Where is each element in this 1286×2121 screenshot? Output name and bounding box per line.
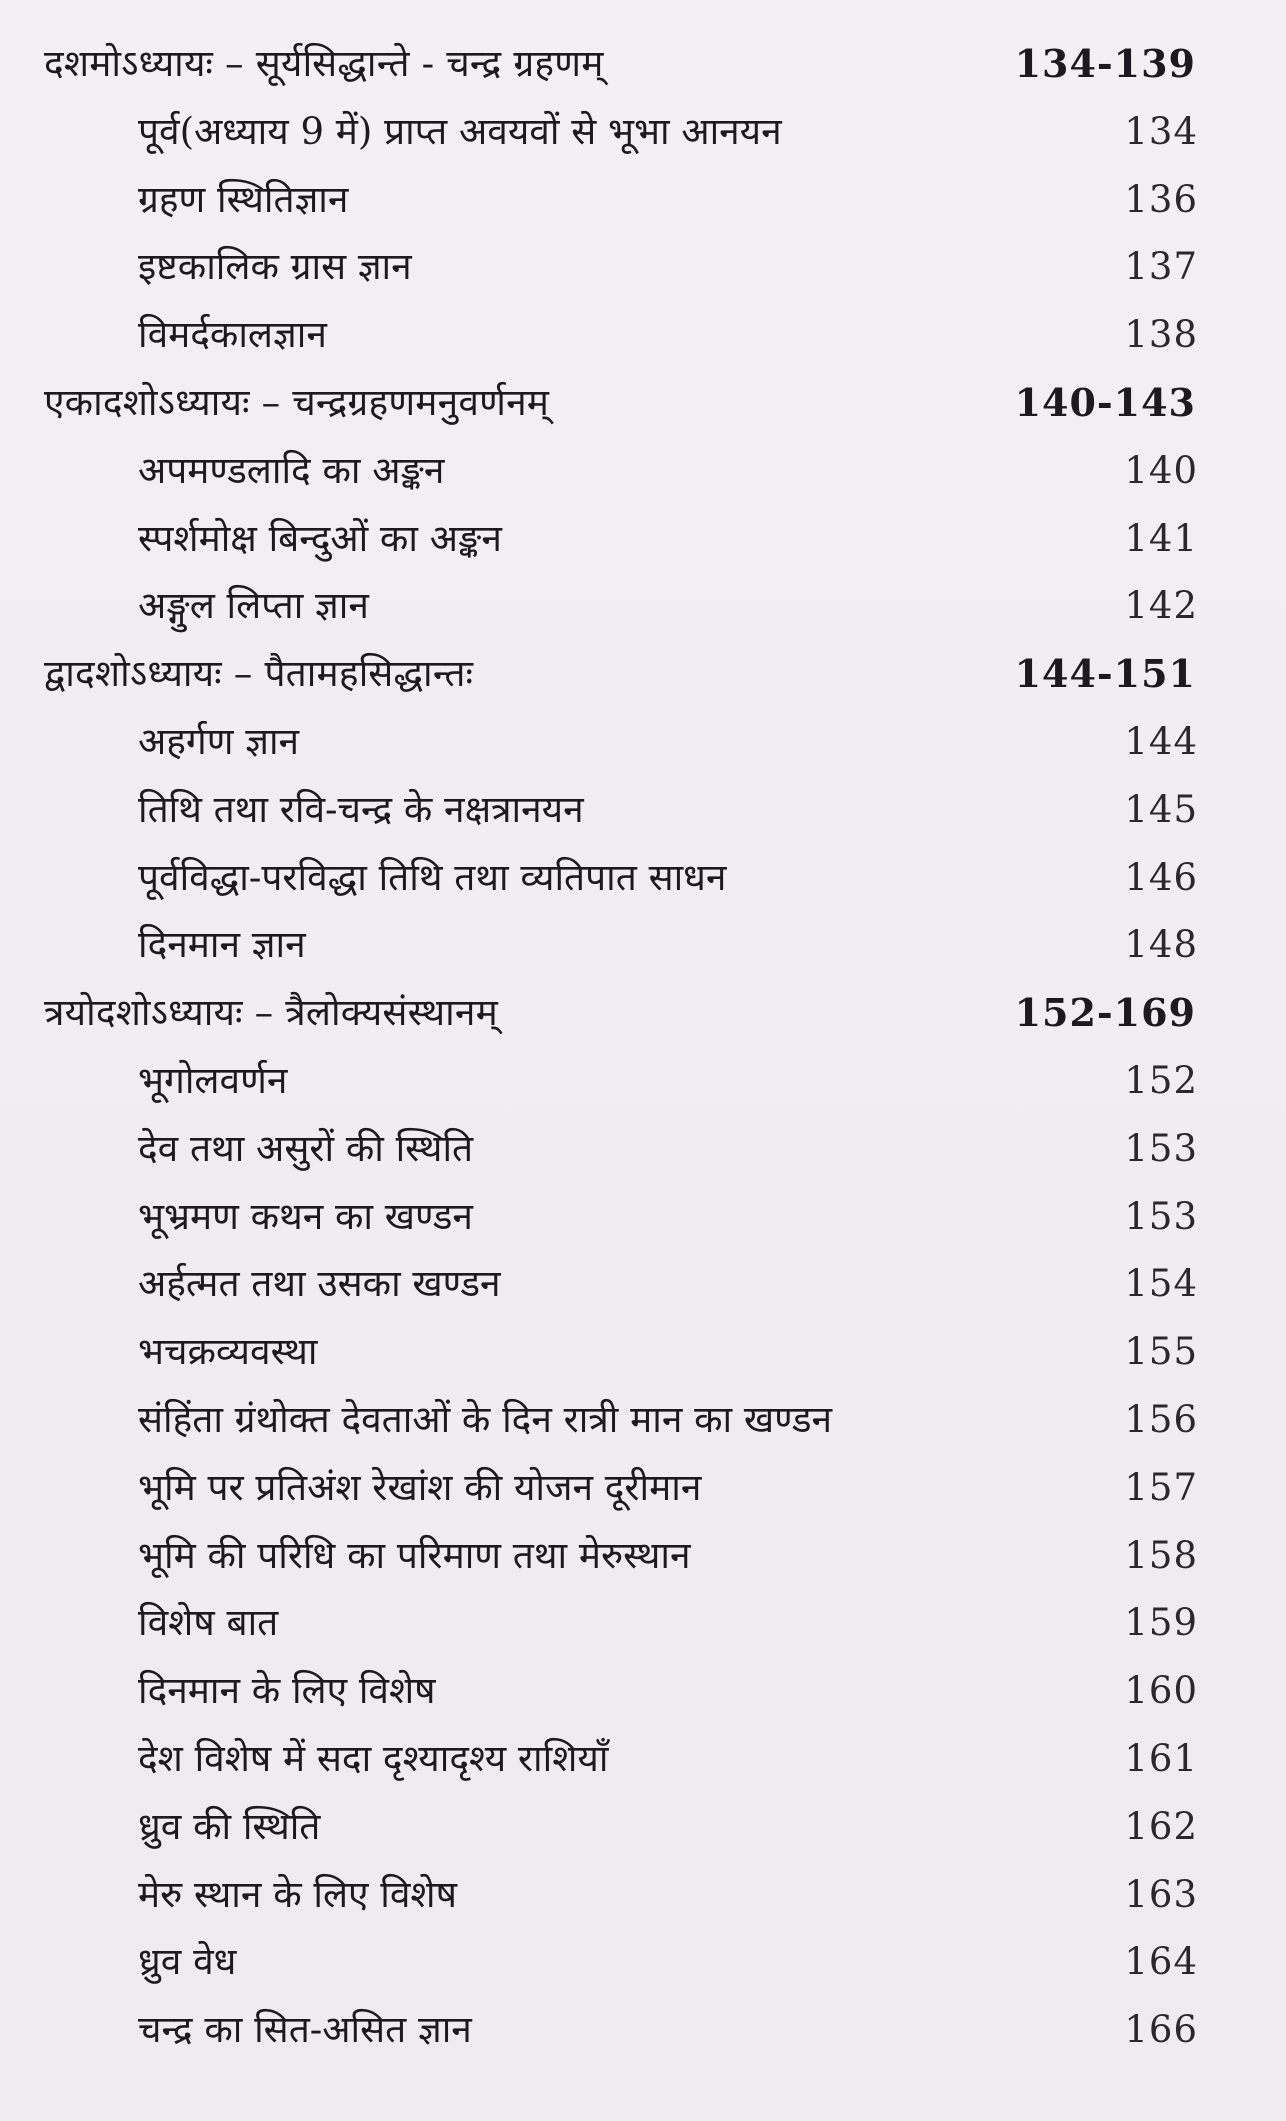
toc-entry-title: भूगोलवर्णन bbox=[138, 1058, 288, 1102]
chapter-title: द्वादशोऽध्यायः – पैतामहसिद्धान्तः bbox=[44, 652, 474, 696]
toc-entry-page: 144 bbox=[1124, 719, 1198, 763]
toc-entry-title: भचक्रव्यवस्था bbox=[138, 1330, 318, 1374]
toc-entry-title: मेरु स्थान के लिए विशेष bbox=[138, 1872, 457, 1916]
toc-entry bbox=[44, 911, 1204, 979]
toc-entry-page: 156 bbox=[1124, 1397, 1198, 1441]
toc-entry-title: देव तथा असुरों की स्थिति bbox=[138, 1126, 474, 1170]
toc-entry-title: अर्हत्मत तथा उसका खण्डन bbox=[138, 1262, 501, 1306]
toc-entry-page: 166 bbox=[1124, 2008, 1198, 2052]
toc-entry-page: 138 bbox=[1124, 313, 1198, 357]
toc-entry bbox=[44, 1861, 1204, 1929]
toc-entry-title: विमर्दकालज्ञान bbox=[138, 313, 327, 357]
toc-entry-page: 164 bbox=[1124, 1940, 1198, 1984]
toc-entry bbox=[44, 1183, 1204, 1251]
toc-entry bbox=[44, 1318, 1204, 1386]
toc-entry bbox=[44, 776, 1204, 844]
toc-entry bbox=[44, 1115, 1204, 1183]
chapter-heading-row bbox=[44, 30, 1204, 98]
chapter-title: एकादशोऽध्यायः – चन्द्रग्रहणमनुवर्णनम् bbox=[44, 380, 550, 424]
chapter-13 bbox=[44, 979, 1204, 2064]
toc-entry-page: 145 bbox=[1124, 787, 1198, 831]
toc-entry-title: स्पर्शमोक्ष बिन्दुओं का अङ्कन bbox=[138, 516, 502, 560]
toc-entry-page: 140 bbox=[1124, 448, 1198, 492]
toc-entry bbox=[44, 1386, 1204, 1454]
toc-entry bbox=[44, 437, 1204, 505]
toc-entry-title: अपमण्डलादि का अङ्कन bbox=[138, 448, 445, 492]
toc-entry bbox=[44, 1793, 1204, 1861]
toc-entry bbox=[44, 1996, 1204, 2064]
toc-entry-title: ध्रुव वेध bbox=[138, 1940, 237, 1984]
toc-entry bbox=[44, 572, 1204, 640]
toc-entry bbox=[44, 98, 1204, 166]
chapter-page-range: 152-169 bbox=[1014, 990, 1196, 1036]
toc-entry-page: 163 bbox=[1124, 1872, 1198, 1916]
toc-entry-page: 153 bbox=[1124, 1126, 1198, 1170]
chapter-title: त्रयोदशोऽध्यायः – त्रैलोक्यसंस्थानम् bbox=[44, 991, 498, 1035]
chapter-title: दशमोऽध्यायः – सूर्यसिद्धान्ते - चन्द्र ग्रहणम् bbox=[44, 42, 604, 85]
toc-entry-title: संहिंता ग्रंथोक्त देवताओं के दिन रात्री मान का खण्डन bbox=[138, 1397, 833, 1441]
toc-entry-page: 157 bbox=[1124, 1465, 1198, 1509]
toc-entry bbox=[44, 233, 1204, 301]
chapter-page-range: 140-143 bbox=[1014, 379, 1196, 425]
toc-entry-page: 146 bbox=[1124, 855, 1198, 899]
toc-entry-page: 152 bbox=[1124, 1058, 1198, 1102]
toc-entry-title: पूर्वविद्धा-परविद्धा तिथि तथा व्यतिपात साधन bbox=[138, 855, 727, 899]
chapter-page-range: 134-139 bbox=[1014, 41, 1196, 86]
toc-entry bbox=[44, 1522, 1204, 1590]
toc-entry-title: विशेष बात bbox=[138, 1601, 279, 1645]
chapter-10 bbox=[44, 30, 1204, 369]
toc-entry-page: 161 bbox=[1124, 1736, 1198, 1780]
chapter-heading-row bbox=[44, 640, 1204, 708]
toc-entry bbox=[44, 1725, 1204, 1793]
toc-entry-page: 159 bbox=[1124, 1601, 1198, 1645]
toc-entry bbox=[44, 1047, 1204, 1115]
toc-entry bbox=[44, 505, 1204, 573]
toc-entry-page: 155 bbox=[1124, 1330, 1198, 1374]
toc-entry-title: अहर्गण ज्ञान bbox=[138, 719, 300, 763]
toc-entry-title: पूर्व(अध्याय 9 में) प्राप्त अवयवों से भूभा आनयन bbox=[138, 109, 782, 153]
toc-entry-title: चन्द्र का सित-असित ज्ञान bbox=[138, 2008, 472, 2052]
toc-entry-title: भूमि की परिधि का परिमाण तथा मेरुस्थान bbox=[138, 1533, 691, 1577]
table-of-contents bbox=[44, 30, 1204, 2064]
toc-entry-page: 142 bbox=[1124, 584, 1198, 628]
toc-entry-page: 136 bbox=[1124, 177, 1198, 221]
toc-entry-page: 160 bbox=[1124, 1669, 1198, 1713]
toc-entry bbox=[44, 1657, 1204, 1725]
toc-entry bbox=[44, 166, 1204, 234]
toc-entry-page: 153 bbox=[1124, 1194, 1198, 1238]
toc-entry-page: 158 bbox=[1124, 1533, 1198, 1577]
toc-entry-title: इष्टकालिक ग्रास ज्ञान bbox=[138, 245, 412, 289]
chapter-12 bbox=[44, 640, 1204, 979]
toc-entry-title: अङ्गुल लिप्ता ज्ञान bbox=[138, 584, 369, 628]
chapter-heading-row bbox=[44, 979, 1204, 1047]
toc-entry-title: भूमि पर प्रतिअंश रेखांश की योजन दूरीमान bbox=[138, 1465, 702, 1509]
toc-entry bbox=[44, 1250, 1204, 1318]
toc-entry-page: 148 bbox=[1124, 923, 1198, 967]
toc-entry-page: 162 bbox=[1124, 1804, 1198, 1848]
toc-entry-title: दिनमान ज्ञान bbox=[138, 923, 306, 967]
toc-entry-page: 134 bbox=[1124, 109, 1198, 153]
chapter-page-range: 144-151 bbox=[1014, 651, 1196, 697]
chapter-11 bbox=[44, 369, 1204, 640]
toc-entry-title: देश विशेष में सदा दृश्यादृश्य राशियाँ bbox=[138, 1736, 609, 1780]
toc-entry bbox=[44, 301, 1204, 369]
toc-entry-page: 137 bbox=[1124, 245, 1198, 289]
toc-entry bbox=[44, 1454, 1204, 1522]
toc-entry-title: ग्रहण स्थितिज्ञान bbox=[138, 177, 349, 221]
chapter-heading-row bbox=[44, 369, 1204, 437]
toc-entry-title: भूभ्रमण कथन का खण्डन bbox=[138, 1194, 473, 1238]
toc-entry-title: दिनमान के लिए विशेष bbox=[138, 1669, 436, 1713]
toc-entry bbox=[44, 708, 1204, 776]
toc-entry-title: ध्रुव की स्थिति bbox=[138, 1804, 321, 1848]
toc-entry bbox=[44, 1589, 1204, 1657]
toc-entry-title: तिथि तथा रवि-चन्द्र के नक्षत्रानयन bbox=[138, 787, 584, 831]
toc-entry bbox=[44, 1928, 1204, 1996]
toc-entry-page: 154 bbox=[1124, 1262, 1198, 1306]
toc-entry-page: 141 bbox=[1124, 516, 1198, 560]
toc-entry bbox=[44, 844, 1204, 912]
